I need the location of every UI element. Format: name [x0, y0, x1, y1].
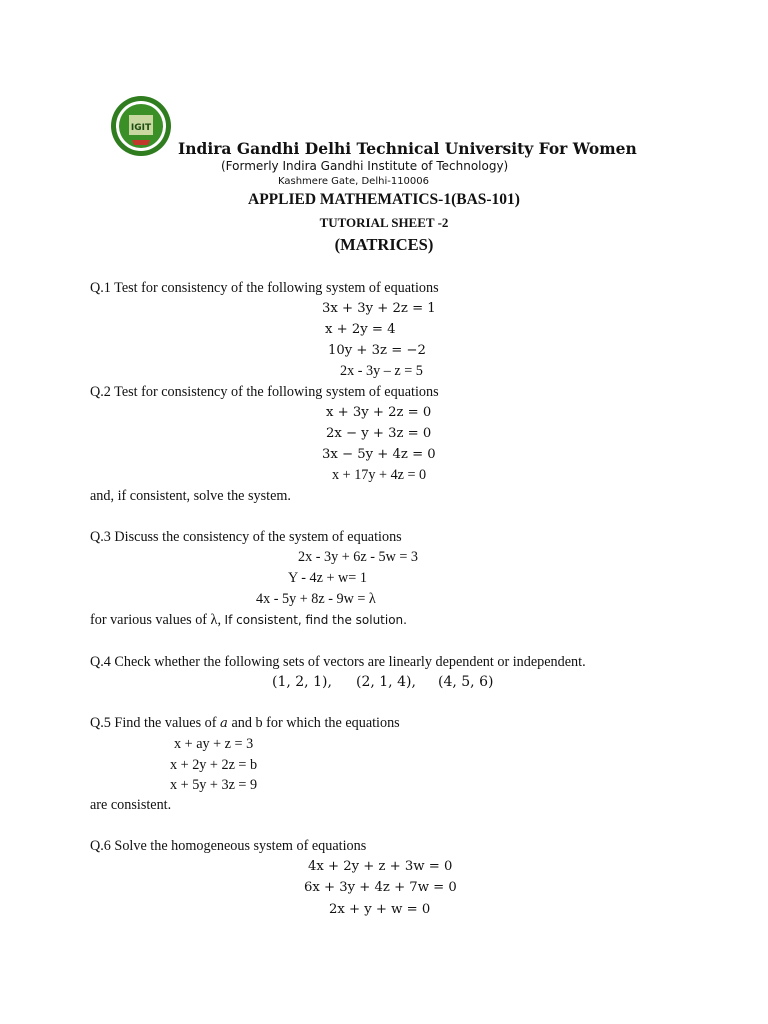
sheet-title: TUTORIAL SHEET -2 [319, 215, 449, 230]
formerly-name: (Formerly Indira Gandhi Institute of Technology) [221, 159, 509, 173]
q1-equation-3: 10y + 3z = −2 [328, 343, 426, 358]
q3-followup-suffix: If consistent, find the solution. [224, 613, 407, 627]
question-2: Q.2 Test for consistency of the following system of equations [90, 384, 439, 400]
q6-equation-3: 2x + y + w = 0 [329, 902, 431, 917]
q6-equation-1: 4x + 2y + z + 3w = 0 [308, 859, 453, 874]
question-5 [90, 715, 400, 732]
course-title: APPLIED MATHEMATICS-1(BAS-101) [248, 191, 520, 208]
topic-title: (MATRICES) [334, 235, 434, 254]
q2-equation-4: x + 17y + 4z = 0 [332, 467, 427, 483]
q6-equation-2: 6x + 3y + 4z + 7w = 0 [304, 880, 457, 895]
question-6: Q.6 Solve the homogeneous system of equations [90, 838, 367, 854]
university-address: Kashmere Gate, Delhi-110006 [278, 176, 430, 187]
q2-equation-3: 3x − 5y + 4z = 0 [322, 447, 436, 462]
q5-text-suffix: and b for which the equations [227, 715, 400, 731]
q4-vector-1: (1, 2, 1), [272, 674, 332, 690]
q4-vector-3: (4, 5, 6) [438, 674, 494, 690]
q2-equation-1: x + 3y + 2z = 0 [326, 405, 432, 420]
q5-text-var: a [220, 716, 228, 731]
question-4: Q.4 Check whether the following sets of vectors are linearly dependent or independent. [90, 654, 586, 670]
q3-followup [90, 612, 407, 629]
q5-text-prefix: Q.5 Find the values of [90, 715, 221, 731]
q3-equation-1: 2x - 3y + 6z - 5w = 3 [298, 549, 419, 565]
q3-equation-2: Y - 4z + w= 1 [288, 570, 367, 586]
university-name: Indira Gandhi Delhi Technical University For Women [178, 139, 637, 158]
question-3: Q.3 Discuss the consistency of the system of equations [90, 529, 402, 545]
q2-equation-2: 2x − y + 3z = 0 [326, 426, 432, 441]
q1-equation-2: x + 2y = 4 [325, 322, 396, 337]
q1-equation-4: 2x - 3y – z = 5 [340, 363, 423, 379]
q5-equation-3: x + 5y + 3z = 9 [170, 777, 258, 793]
q4-vector-2: (2, 1, 4), [356, 674, 416, 690]
university-logo [110, 95, 172, 157]
q5-equation-1: x + ay + z = 3 [174, 736, 254, 752]
logo-text: IGIT [130, 123, 152, 133]
q3-followup-prefix: for various values of λ, [90, 612, 225, 628]
q1-equation-1: 3x + 3y + 2z = 1 [322, 301, 436, 316]
q5-followup: are consistent. [90, 797, 172, 813]
q5-equation-2: x + 2y + 2z = b [170, 757, 258, 773]
q2-followup: and, if consistent, solve the system. [90, 488, 291, 504]
question-1: Q.1 Test for consistency of the following system of equations [90, 280, 439, 296]
q3-equation-3: 4x - 5y + 8z - 9w = λ [256, 591, 376, 607]
